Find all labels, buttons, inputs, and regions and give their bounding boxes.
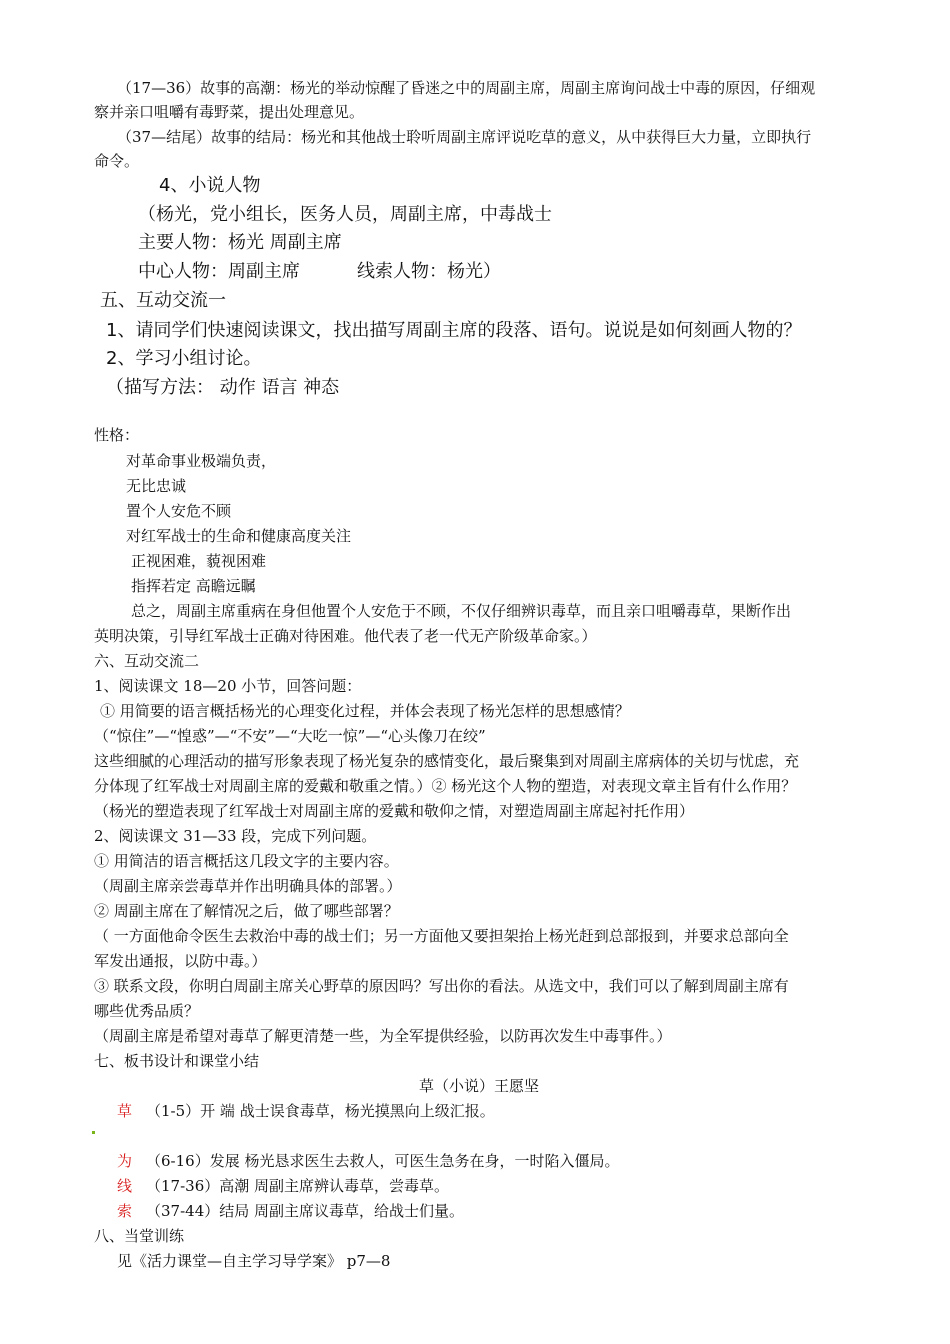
- characters-main: 主要人物：杨光 周副主席: [138, 232, 342, 253]
- reading2-question-3-line-1: ③ 联系文段，你明白周副主席关心野草的原因吗？写出你的看法。从选文中，我们可以了解到周副主席有: [94, 977, 789, 995]
- reading2-answer-1: （周副主席亲尝毒草并作出明确具体的部署。）: [94, 877, 402, 895]
- board-char: 索: [117, 1202, 133, 1220]
- personality-label: 性格：: [94, 426, 140, 444]
- personality-summary-line-1: 总之，周副主席重病在身但他置个人安危于不顾，不仅仔细辨识毒草，而且亲口咀嚼毒草，果断作出: [131, 602, 792, 620]
- reading2-title: 2、阅读课文 31—33 段，完成下列问题。: [94, 827, 377, 845]
- characters-center: 中心人物：周副主席: [138, 261, 300, 282]
- board-row: （17-36）高潮 周副主席辨认毒草，尝毒草。: [146, 1177, 450, 1195]
- section8-title: 八、当堂训练: [94, 1227, 185, 1245]
- board-title: 草（小说）王愿坚: [419, 1077, 540, 1095]
- plot-ending-line-2: 命令。: [94, 152, 140, 170]
- stray-mark: [92, 1131, 95, 1134]
- section5-methods: （描写方法： 动作 语言 神态: [106, 377, 340, 398]
- reading1-answer-2: （杨光的塑造表现了红军战士对周副主席的爱戴和敬仰之情，对塑造周副主席起衬托作用）: [94, 802, 695, 820]
- section7-title: 七、板书设计和课堂小结: [94, 1052, 260, 1070]
- personality-trait: 正视困难，藐视困难: [131, 552, 267, 570]
- reading1-answer-1-line-2: 这些细腻的心理活动的描写形象表现了杨光复杂的感情变化，最后聚集到对周副主席病体的关切与忧虑，充: [94, 752, 800, 770]
- section5-question-1: 1、请同学们快速阅读课文，找出描写周副主席的段落、语句。说说是如何刻画人物的？: [106, 320, 802, 341]
- characters-heading: 4、小说人物: [159, 175, 261, 196]
- section5-title: 五、互动交流一: [100, 290, 226, 311]
- section6-title: 六、互动交流二: [94, 652, 200, 670]
- reading1-answer-1-line-3: 分体现了红军战士对周副主席的爱戴和敬重之情。）② 杨光这个人物的塑造，对表现文章主旨有什么作用？: [94, 777, 797, 795]
- plot-ending-line-1: （37—结尾）故事的结局：杨光和其他战士聆听周副主席评说吃草的意义，从中获得巨大力量，立即执行: [117, 128, 812, 146]
- personality-trait: 置个人安危不顾: [126, 502, 232, 520]
- board-char: 线: [117, 1177, 133, 1195]
- personality-trait: 对红军战士的生命和健康高度关注: [126, 527, 352, 545]
- reading2-question-1: ① 用简洁的语言概括这几段文字的主要内容。: [94, 852, 399, 870]
- reading2-question-2: ② 周副主席在了解情况之后，做了哪些部署？: [94, 902, 399, 920]
- personality-summary-line-2: 英明决策，引导红军战士正确对待困难。他代表了老一代无产阶级革命家。）: [94, 627, 597, 645]
- plot-climax-line-2: 察并亲口咀嚼有毒野菜，提出处理意见。: [94, 103, 365, 121]
- board-row: （1-5）开 端 战士误食毒草，杨光摸黑向上级汇报。: [146, 1102, 495, 1120]
- section5-question-2: 2、学习小组讨论。: [106, 348, 262, 369]
- personality-trait: 指挥若定 高瞻远瞩: [131, 577, 256, 595]
- reading1-answer-1-line-1: （“惊住”—“惶惑”—“不安”—“大吃一惊”—“心头像刀在绞”: [94, 727, 486, 745]
- section8-reference: 见《活力课堂—自主学习导学案》 p7—8: [117, 1252, 391, 1270]
- reading2-answer-2-line-1: （ 一方面他命令医生去救治中毒的战士们；另一方面他又要担架抬上杨光赶到总部报到，并要求总部向全: [94, 927, 789, 945]
- personality-trait: 对革命事业极端负责，: [126, 452, 277, 470]
- personality-trait: 无比忠诚: [126, 477, 187, 495]
- board-row: （6-16）发展 杨光恳求医生去救人，可医生急务在身，一时陷入僵局。: [146, 1152, 620, 1170]
- reading2-question-3-line-2: 哪些优秀品质？: [94, 1002, 200, 1020]
- reading2-answer-2-line-2: 军发出通报，以防中毒。）: [94, 952, 267, 970]
- characters-list: （杨光，党小组长，医务人员，周副主席，中毒战士: [138, 204, 552, 225]
- reading2-answer-3: （周副主席是希望对毒草了解更清楚一些，为全军提供经验，以防再次发生中毒事件。）: [94, 1027, 672, 1045]
- board-char: 草: [117, 1102, 133, 1120]
- plot-climax-line-1: （17—36）故事的高潮：杨光的举动惊醒了昏迷之中的周副主席，周副主席询问战士中毒的原因，仔细观: [117, 79, 816, 97]
- board-row: （37-44）结局 周副主席议毒草，给战士们量。: [146, 1202, 465, 1220]
- reading1-title: 1、阅读课文 18—20 小节，回答问题：: [94, 677, 362, 695]
- board-char: 为: [117, 1152, 133, 1170]
- reading1-question-1: ① 用简要的语言概括杨光的心理变化过程，并体会表现了杨光怎样的思想感情？: [100, 702, 630, 720]
- characters-clue: 线索人物：杨光）: [357, 261, 501, 282]
